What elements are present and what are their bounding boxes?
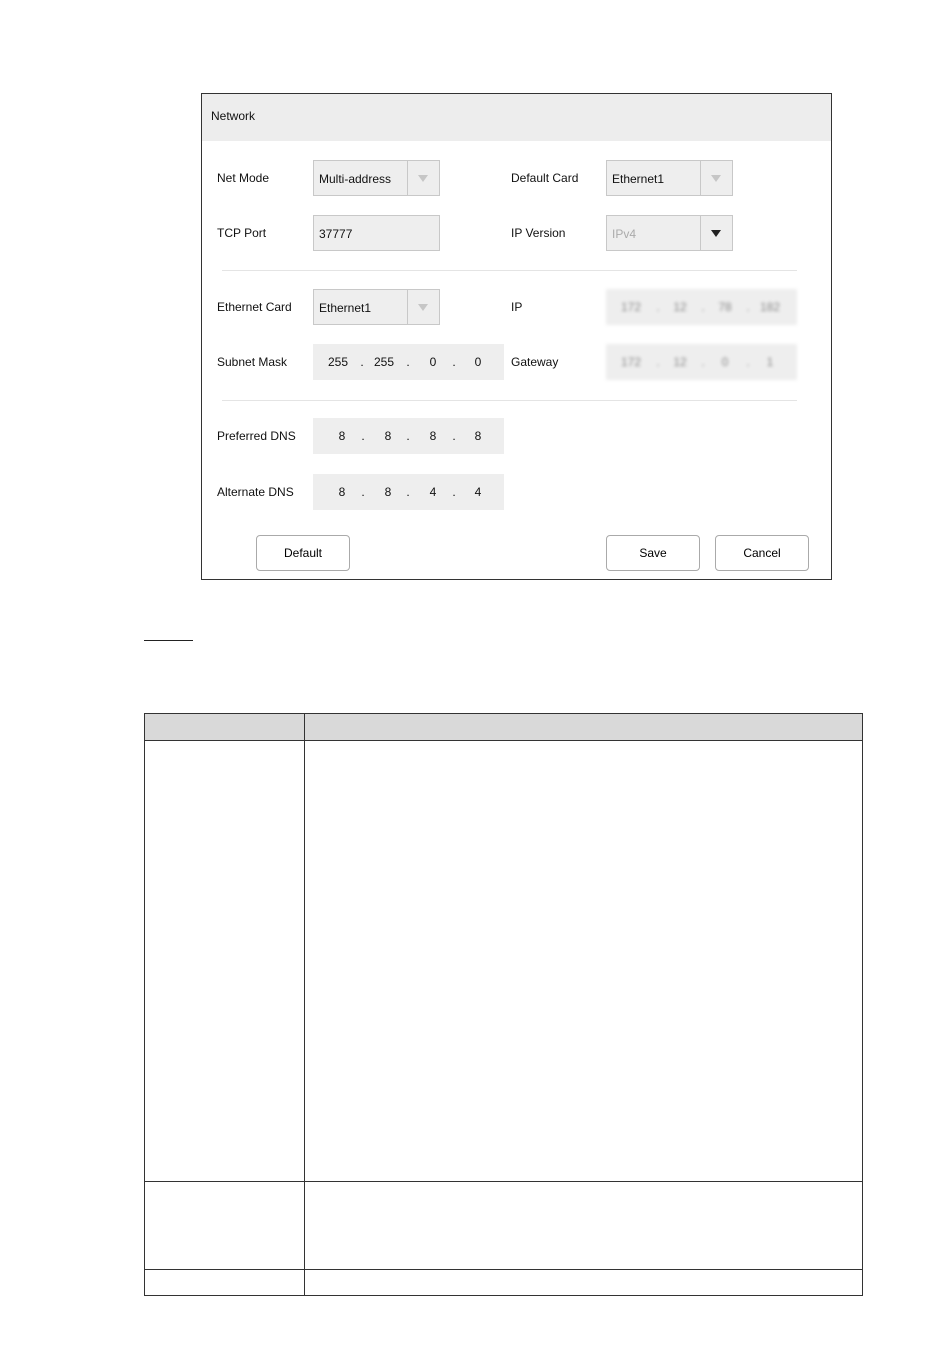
gateway-input[interactable]: 172 . 12 . 0 . 1 xyxy=(606,344,797,380)
net-mode-label: Net Mode xyxy=(217,171,270,185)
preferred-dns-label: Preferred DNS xyxy=(217,429,296,443)
dialog-title: Network xyxy=(211,109,256,123)
table-header-cell xyxy=(145,714,305,741)
caption-underline xyxy=(144,640,193,641)
table-cell xyxy=(145,1182,305,1270)
net-mode-value: Multi-address xyxy=(319,172,392,186)
table-cell xyxy=(305,1270,863,1296)
ip-label: IP xyxy=(511,300,523,314)
table-header-row xyxy=(145,714,863,741)
ethernet-card-value: Ethernet1 xyxy=(319,301,372,315)
divider xyxy=(222,400,797,401)
ip-octet: 78 xyxy=(718,300,732,314)
table-cell xyxy=(145,1270,305,1296)
dns-octet: 8 xyxy=(338,429,346,443)
default-card-value: Ethernet1 xyxy=(612,172,665,186)
default-card-select[interactable] xyxy=(606,160,733,196)
alternate-dns-label: Alternate DNS xyxy=(217,485,294,499)
dns-octet: 4 xyxy=(474,485,482,499)
chevron-down-icon[interactable] xyxy=(407,161,439,195)
ethernet-card-label: Ethernet Card xyxy=(217,300,292,314)
gateway-octet: 172 xyxy=(620,355,642,369)
dns-octet: 8 xyxy=(429,429,437,443)
alternate-dns-input[interactable]: 8 . 8 . 4 . 4 xyxy=(313,474,504,510)
network-dialog xyxy=(201,93,832,580)
gateway-octet: 0 xyxy=(721,355,729,369)
table-row xyxy=(145,1270,863,1296)
ip-octet: 12 xyxy=(673,300,687,314)
dns-octet: 8 xyxy=(338,485,346,499)
gateway-octet: 1 xyxy=(766,355,774,369)
dns-octet: 8 xyxy=(474,429,482,443)
dialog-header xyxy=(202,94,831,141)
ethernet-card-select[interactable] xyxy=(313,289,440,325)
chevron-down-icon[interactable] xyxy=(700,161,732,195)
ip-octet: 172 xyxy=(620,300,642,314)
gateway-octet: 12 xyxy=(673,355,687,369)
cancel-button[interactable]: Cancel xyxy=(715,535,809,571)
dns-octet: 8 xyxy=(384,485,392,499)
ip-octet: 182 xyxy=(759,300,781,314)
preferred-dns-input[interactable]: 8 . 8 . 8 . 8 xyxy=(313,418,504,454)
table-header-cell xyxy=(305,714,863,741)
subnet-octet: 255 xyxy=(373,355,395,369)
table-row xyxy=(145,1182,863,1270)
dns-octet: 8 xyxy=(384,429,392,443)
divider xyxy=(222,270,797,271)
default-button[interactable]: Default xyxy=(256,535,350,571)
parameter-table xyxy=(144,713,863,1296)
save-button[interactable]: Save xyxy=(606,535,700,571)
ip-version-label: IP Version xyxy=(511,226,566,240)
ip-address-input[interactable]: 172 . 12 . 78 . 182 xyxy=(606,289,797,325)
chevron-down-icon[interactable] xyxy=(700,216,732,250)
table-row xyxy=(145,741,863,1182)
net-mode-select[interactable] xyxy=(313,160,440,196)
subnet-octet: 255 xyxy=(327,355,349,369)
default-card-label: Default Card xyxy=(511,171,579,185)
tcp-port-label: TCP Port xyxy=(217,226,267,240)
dns-octet: 4 xyxy=(429,485,437,499)
ip-version-select[interactable] xyxy=(606,215,733,251)
gateway-label: Gateway xyxy=(511,355,559,369)
table-cell xyxy=(305,741,863,1182)
table-cell xyxy=(305,1182,863,1270)
table-cell xyxy=(145,741,305,1182)
subnet-mask-label: Subnet Mask xyxy=(217,355,288,369)
tcp-port-input[interactable]: 37777 xyxy=(313,215,440,251)
ip-version-value: IPv4 xyxy=(612,227,637,241)
subnet-octet: 0 xyxy=(429,355,437,369)
subnet-octet: 0 xyxy=(474,355,482,369)
subnet-mask-input[interactable]: 255 . 255 . 0 . 0 xyxy=(313,344,504,380)
chevron-down-icon[interactable] xyxy=(407,290,439,324)
